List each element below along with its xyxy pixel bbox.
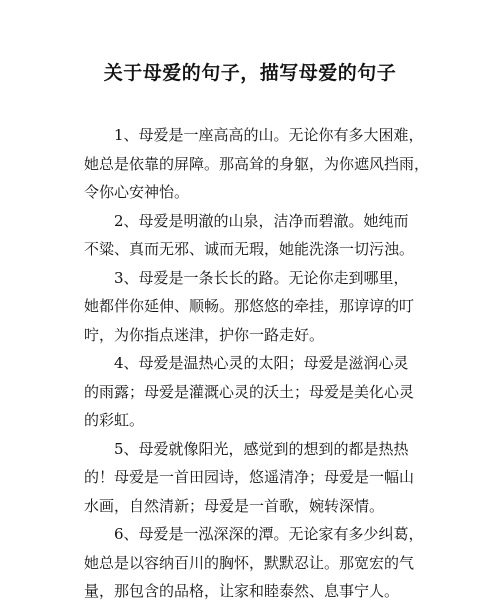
- paragraph-line: 的雨露；母爱是灌溉心灵的沃土；母爱是美化心灵: [84, 382, 415, 401]
- paragraph-line: 6、母爱是一泓深深的潭。无论家有多少纠葛，: [114, 525, 424, 543]
- paragraph-5: [84, 435, 424, 521]
- paragraph-line: 水画，自然清新；母爱是一首歌，婉转深情。: [84, 496, 385, 515]
- paragraph-6: [84, 520, 424, 606]
- paragraph-4: [84, 349, 424, 435]
- paragraph-line: 3、母爱是一条长长的路。无论你走到哪里，: [114, 268, 409, 287]
- paragraph-line: 5、母爱就像阳光，感觉到的想到的都是热热: [114, 439, 409, 458]
- paragraph-line: 2、母爱是明澈的山泉，洁净而碧澈。她纯而: [114, 211, 409, 230]
- paragraph-3: [84, 264, 424, 350]
- paragraph-line: 1、母爱是一座高高的山。无论你有多大困难，: [114, 126, 424, 144]
- paragraph-2: [84, 207, 424, 264]
- paragraph-line: 的！母爱是一首田园诗，悠遥清净；母爱是一幅山: [84, 468, 415, 486]
- paragraph-line: 咛，为你指点迷津，护你一路走好。: [84, 325, 325, 344]
- paragraph-line: 她总是依靠的屏障。那高耸的身躯，为你遮风挡雨，: [84, 154, 430, 173]
- paragraph-line: 她都伴你延伸、顺畅。那悠悠的牵挂，那谆谆的叮: [84, 297, 415, 315]
- paragraph-line: 量，那包含的品格，让家和睦泰然、息事宁人。: [84, 582, 400, 600]
- paragraph-1: [84, 121, 430, 207]
- paragraph-line: 的彩虹。: [84, 411, 145, 429]
- document-title: 关于母爱的句子，描写母爱的句子: [103, 62, 397, 84]
- paragraph-line: 她总是以容纳百川的胸怀，默默忍让。那宽宏的气: [84, 553, 415, 572]
- paragraph-line: 令你心安神怡。: [84, 183, 190, 201]
- paragraph-line: 不粱、真而无邪、诚而无瑕，她能洗涤一切污浊。: [84, 240, 415, 258]
- paragraph-line: 4、母爱是温热心灵的太阳；母爱是滋润心灵: [114, 354, 409, 372]
- article-body: [84, 121, 430, 606]
